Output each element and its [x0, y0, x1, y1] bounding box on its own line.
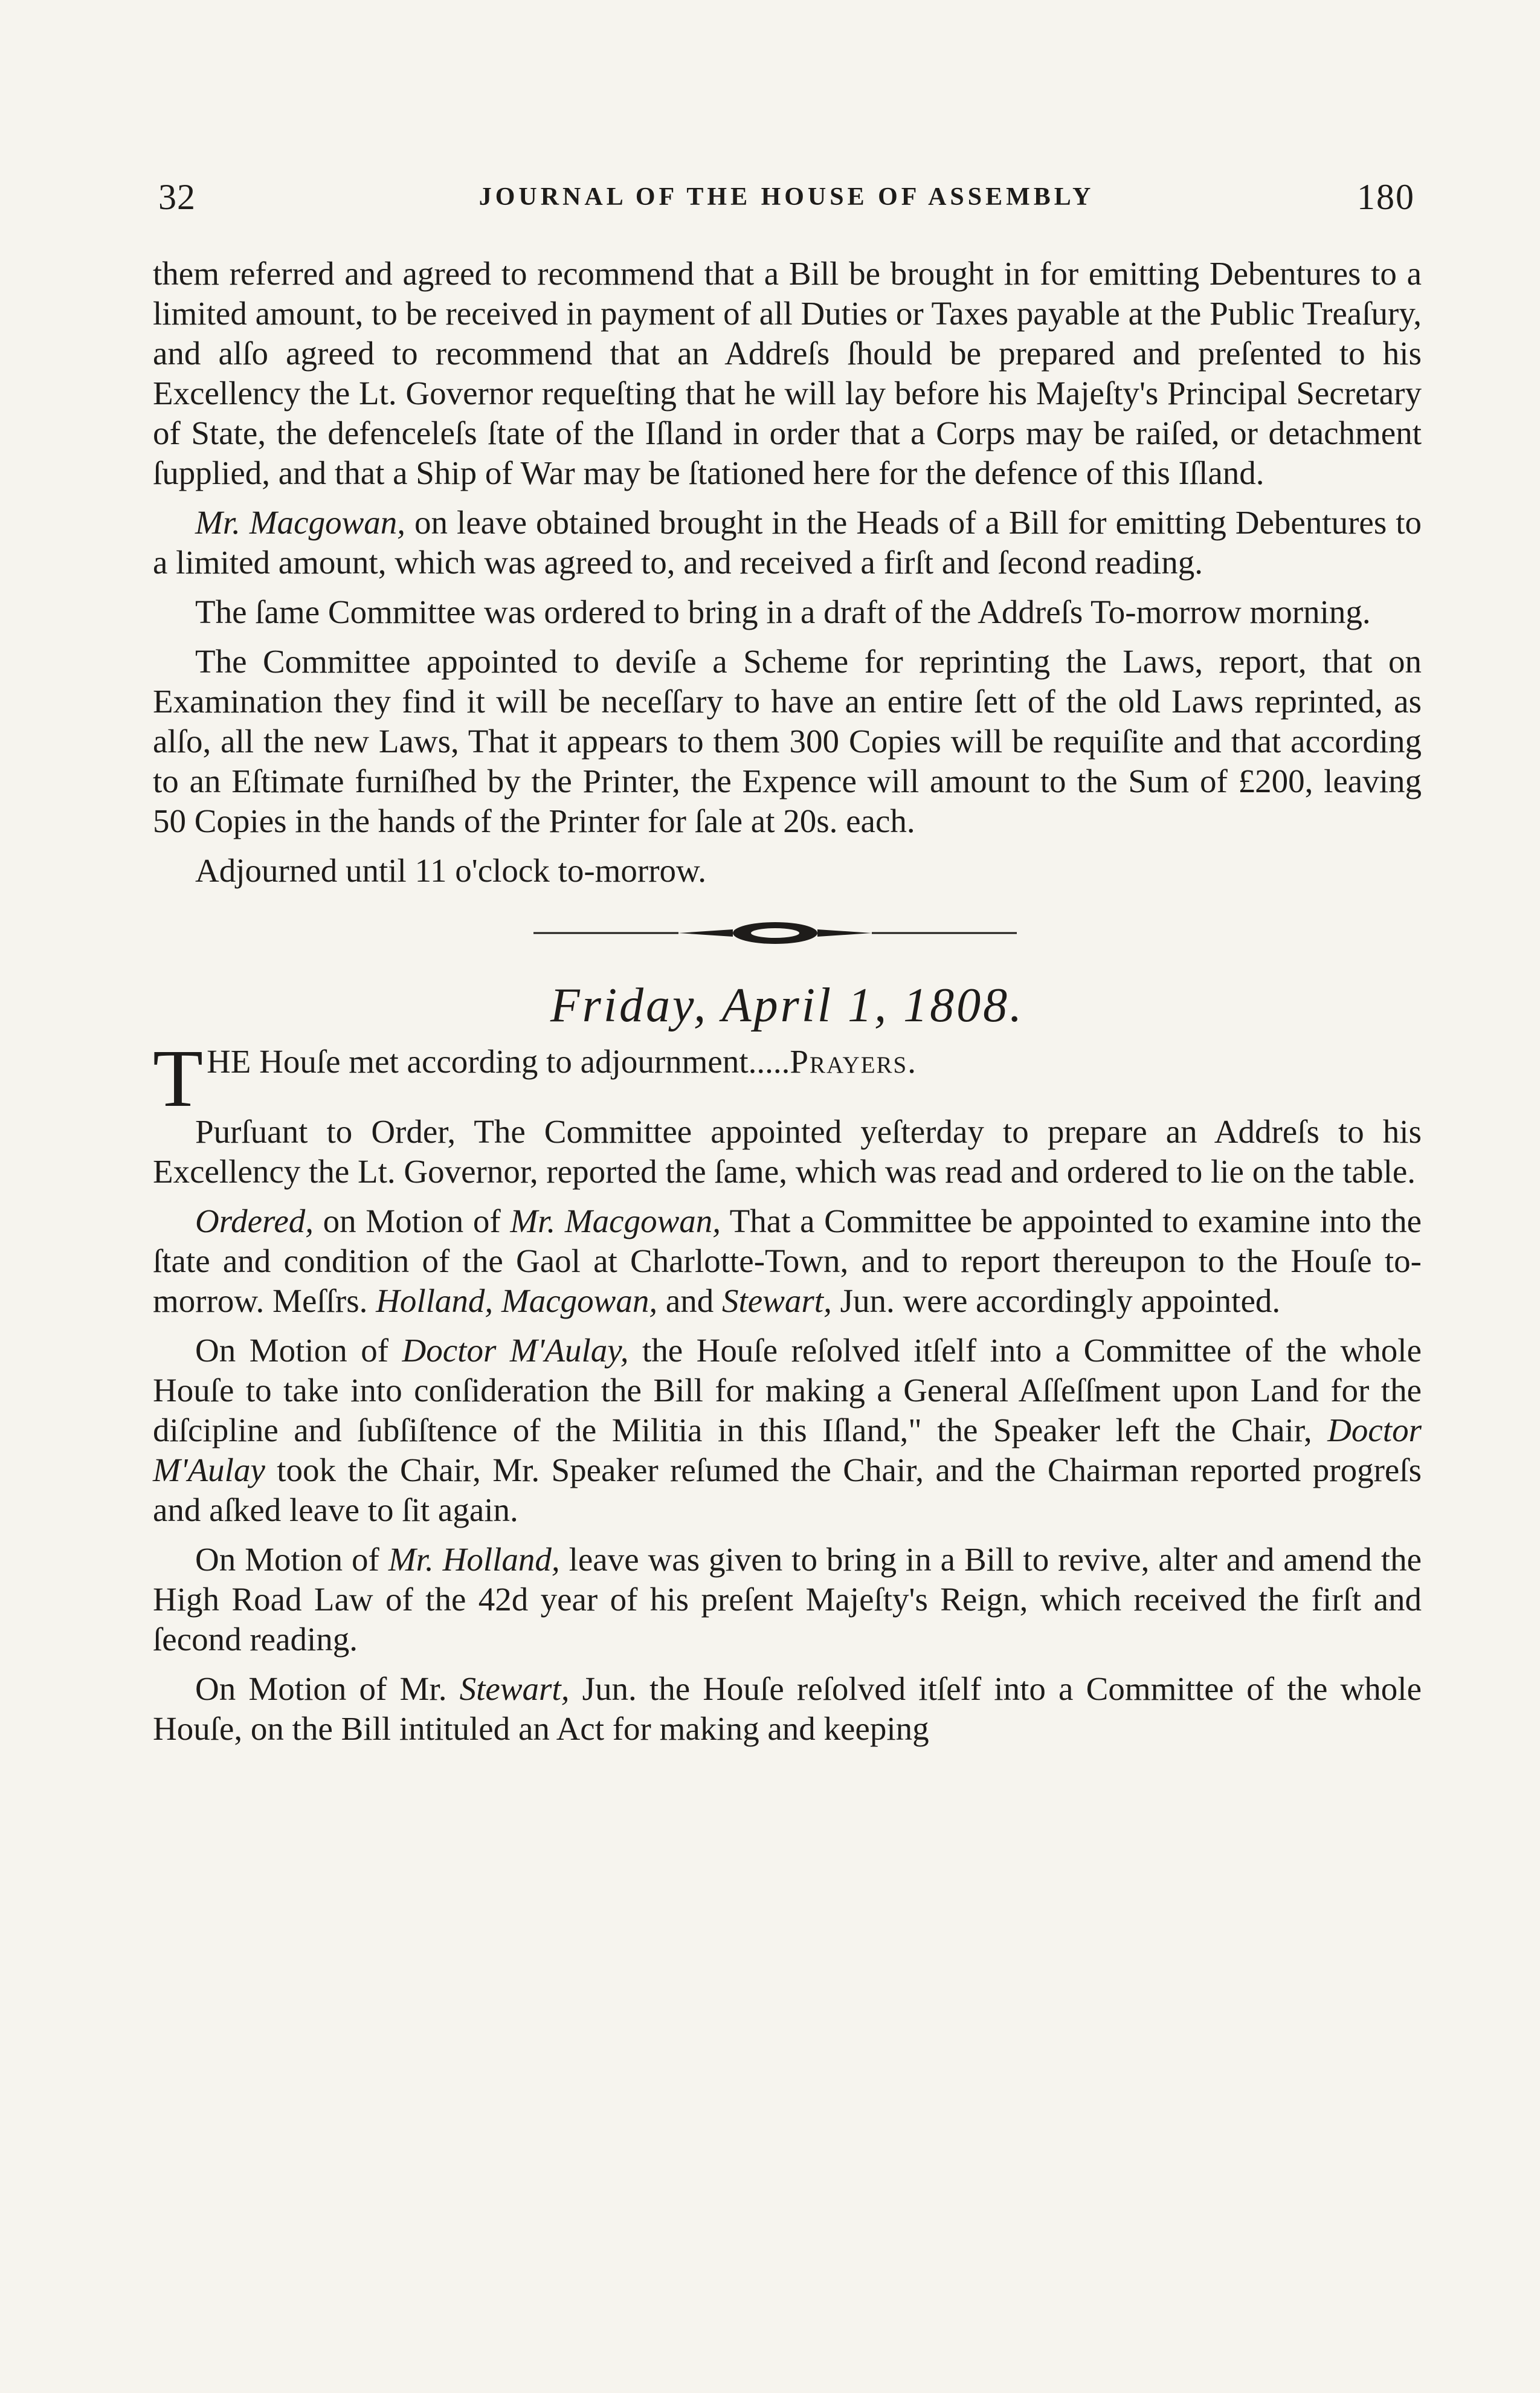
paragraph-address-reported: Purſuant to Order, The Committee appointed yeſterday to prepare an Addreſs to his Excellency the Lt. Governor, reported the ſame, which was read and ordered to lie on the table. — [153, 1113, 1422, 1190]
paragraph-debentures-bill — [153, 503, 1422, 583]
paragraph-gaol-committee — [153, 1201, 1422, 1321]
date-heading: Friday, April 1, 1808. — [550, 979, 1025, 1032]
page-header — [158, 176, 1415, 225]
paragraph-text: That a Committee be appointed to examine into the ſtate and condition of the Gaol at Charlotte-Town, and to report thereupon to the Houſe to-morrow. Meſſrs. — [153, 1203, 1422, 1319]
member-name: Mr. Macgowan, — [195, 504, 406, 541]
paragraph-committee-of-whole — [153, 1669, 1422, 1749]
paragraph-text: on Motion of — [314, 1203, 511, 1239]
ornamental-rule — [533, 915, 1017, 951]
paragraph-committee-recommendation: them referred and agreed to recommend that a Bill be brought in for emitting Debentures to a limited amount, to be received in payment of all Duties or Taxes payable at the Public Treaſury, and alſo agreed to recommend that an Addreſs ſhould be prepared and preſented to his Excellency the Lt. Governor requeſting that he will lay before his Majeſty's Principal Secretary of State, the defenceleſs ſtate of the Iſland in order that a Corps may be raiſed, or detachment ſupplied, and that a Ship of War may be ſtationed here for the defence of this Iſland. — [153, 255, 1422, 491]
paragraph-text: on leave obtained brought in the Heads of a Bill for emitting Debentures to a limited amount, which was agreed to, and received a firſt and ſecond reading. — [153, 504, 1422, 581]
paragraph-adjourned: Adjourned until 11 o'clock to-morrow. — [195, 852, 706, 889]
paragraph-house-met — [153, 1033, 1422, 1124]
paragraph-text: On Motion of — [195, 1332, 402, 1369]
paragraph-text: leave was given to bring in a Bill to revive, alter and amend the High Road Law of the 42d year of his preſent Majeſty's Reign, which received the firſt and ſecond reading. — [153, 1541, 1422, 1658]
paragraph-text: On Motion of Mr. — [195, 1670, 460, 1707]
paragraph-reprinting-laws: The Committee appointed to deviſe a Scheme for reprinting the Laws, report, that on Examination they find it will be neceſſary to have an entire ſett of the old Laws reprinted, as alſo, all the new Laws, That it appears to them 300 Copies will be requiſite and that according to an Eſtimate furniſhed by the Printer, the Expence will amount to the Sum of £200, leaving 50 Copies in the hands of the Printer for ſale at 20s. each. — [153, 643, 1422, 839]
member-name: Stewart, — [722, 1282, 832, 1319]
paragraph-text: HE Houſe met according to adjournment..... — [207, 1043, 790, 1080]
member-name: Mr. Holland, — [388, 1541, 560, 1578]
paragraph-text: Jun. the Houſe reſolved itſelf into a Committee of the whole Houſe, on the Bill intituled an Act for making and keeping — [153, 1670, 1422, 1747]
paragraph-address-draft: The ſame Committee was ordered to bring in a draft of the Addreſs To-morrow morning. — [195, 593, 1371, 630]
paragraph-text: and — [657, 1282, 723, 1319]
journal-body — [153, 254, 1422, 1758]
paragraph-text: the Houſe reſolved itſelf into a Committee of the whole Houſe to take into conſideration the Bill for making a General Aſſeſſment upon Land for the diſcipline and ſubſiſtence of the Militia in this Iſland," the Speaker left the Chair, — [153, 1332, 1422, 1448]
paragraph-text: On Motion of — [195, 1541, 388, 1578]
member-name: Doctor M'Aulay, — [402, 1332, 629, 1369]
paragraph-militia-assessment — [153, 1331, 1422, 1530]
member-name: Doctor M'Aulay — [153, 1412, 1422, 1488]
ordered-label: Ordered, — [195, 1203, 314, 1239]
member-name: Stewart, — [459, 1670, 570, 1707]
drop-cap: T — [153, 1033, 204, 1124]
page-number: 32 — [158, 177, 196, 217]
prayers-label: Prayers. — [790, 1043, 918, 1080]
year-number: 180 — [1357, 177, 1415, 217]
running-title: JOURNAL OF THE HOUSE OF ASSEMBLY — [478, 183, 1095, 211]
member-names: Holland, Macgowan, — [376, 1282, 658, 1319]
paragraph-text: took the Chair, Mr. Speaker reſumed the Chair, and the Chairman reported progreſs and aſked leave to ſit again. — [153, 1452, 1422, 1528]
paragraph-high-road-law — [153, 1540, 1422, 1659]
paragraph-text: Jun. were accordingly appointed. — [831, 1282, 1281, 1319]
member-name: Mr. Macgowan, — [510, 1203, 721, 1239]
